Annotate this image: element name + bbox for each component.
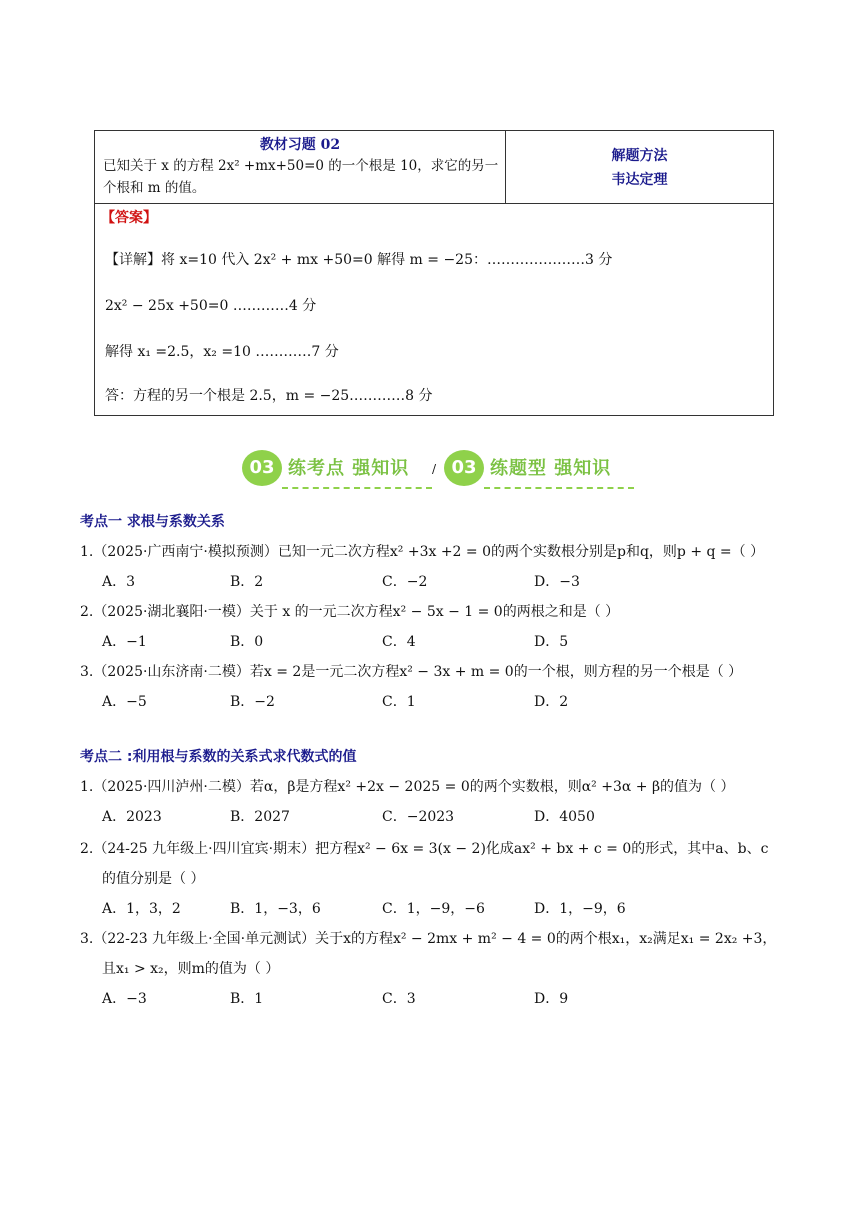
answer-line-4: 答：方程的另一个根是 2.5，m = −25…………8 分 <box>105 388 433 404</box>
option-c: C．−2023 <box>382 809 455 825</box>
question-1-2: 2.（2025·湖北襄阳·一模）关于 x 的一元二次方程x² − 5x − 1 = 0的两根之和是（ ） <box>80 604 620 620</box>
option-d: D．4050 <box>534 809 595 825</box>
option-a: A．−3 <box>102 991 147 1007</box>
dashed-underline <box>282 487 432 489</box>
option-a: A．1，3，2 <box>102 901 181 917</box>
option-a: A．2023 <box>102 809 162 825</box>
option-b: B．2 <box>230 574 264 590</box>
section-title: 考点二 :利用根与系数的关系式求代数式的值 <box>80 749 357 765</box>
banner-right <box>444 450 634 494</box>
option-b: B．−2 <box>230 694 275 710</box>
answer-line-3: 解得 x₁ =2.5，x₂ =10 …………7 分 <box>105 344 339 360</box>
question-2-2-cont: 的值分别是（ ） <box>102 871 205 887</box>
option-d: D．−3 <box>534 574 580 590</box>
option-d: D．2 <box>534 694 569 710</box>
option-b: B．1 <box>230 991 264 1007</box>
method-value: 韦达定理 <box>611 172 668 188</box>
method-cell <box>506 144 773 192</box>
option-b: B．2027 <box>230 809 290 825</box>
exercise-box <box>94 130 774 416</box>
banner-separator: / <box>432 462 437 476</box>
question-2-2: 2.（24-25 九年级上·四川宜宾·期末）把方程x² − 6x = 3(x − 2)化成ax² + bx + c = 0的形式，其中a、b、c <box>80 841 769 857</box>
option-d: D．9 <box>534 991 569 1007</box>
option-b: B．1，−3，6 <box>230 901 321 917</box>
exercise-title: 教材习题 02 <box>259 137 341 153</box>
option-d: D．5 <box>534 634 569 650</box>
banner-left-text: 练考点 强知识 <box>288 458 410 479</box>
option-a: A．3 <box>102 574 136 590</box>
badge-number: 03 <box>242 450 282 486</box>
question-1-3: 3.（2025·山东济南·二模）若x = 2是一元二次方程x² − 3x + m = 0的一个根，则方程的另一个根是（ ） <box>80 664 743 680</box>
banner-right-text: 练题型 强知识 <box>490 458 612 479</box>
option-c: C．1 <box>382 694 416 710</box>
option-a: A．−5 <box>102 694 147 710</box>
option-c: C．−2 <box>382 574 428 590</box>
dashed-underline <box>484 487 634 489</box>
question-2-3-cont: 且x₁ > x₂，则m的值为（ ） <box>102 961 280 977</box>
badge-number: 03 <box>444 450 484 486</box>
answer-line-2: 2x² − 25x +50=0 …………4 分 <box>105 298 317 314</box>
option-d: D．1，−9，6 <box>534 901 626 917</box>
exercise-question: 已知关于 x 的方程 2x² +mx+50=0 的一个根是 10，求它的另一 个根和 m 的值。 <box>103 158 499 196</box>
question-2-3: 3.（22-23 九年级上·全国·单元测试）关于x的方程x² − 2mx + m² − 4 = 0的两个根x₁，x₂满足x₁ = 2x₂ +3， <box>80 931 777 947</box>
question-1-1: 1.（2025·广西南宁·模拟预测）已知一元二次方程x² +3x +2 = 0的两个实数根分别是p和q，则p + q =（ ） <box>80 544 765 560</box>
banner-left <box>242 450 432 494</box>
option-a: A．−1 <box>102 634 147 650</box>
option-b: B．0 <box>230 634 264 650</box>
option-c: C．3 <box>382 991 416 1007</box>
question-2-1: 1.（2025·四川泸州·二模）若α，β是方程x² +2x − 2025 = 0的两个实数根，则α² +3α + β的值为（ ） <box>80 779 735 795</box>
option-c: C．4 <box>382 634 416 650</box>
answer-line-1: 【详解】将 x=10 代入 2x² + mx +50=0 解得 m = −25：…………………3 分 <box>105 252 613 268</box>
section-title: 考点一 求根与系数关系 <box>80 514 225 530</box>
method-label: 解题方法 <box>611 148 668 164</box>
answer-label: 【答案】 <box>101 210 157 226</box>
option-c: C．1，−9，−6 <box>382 901 485 917</box>
row-divider <box>95 203 773 204</box>
